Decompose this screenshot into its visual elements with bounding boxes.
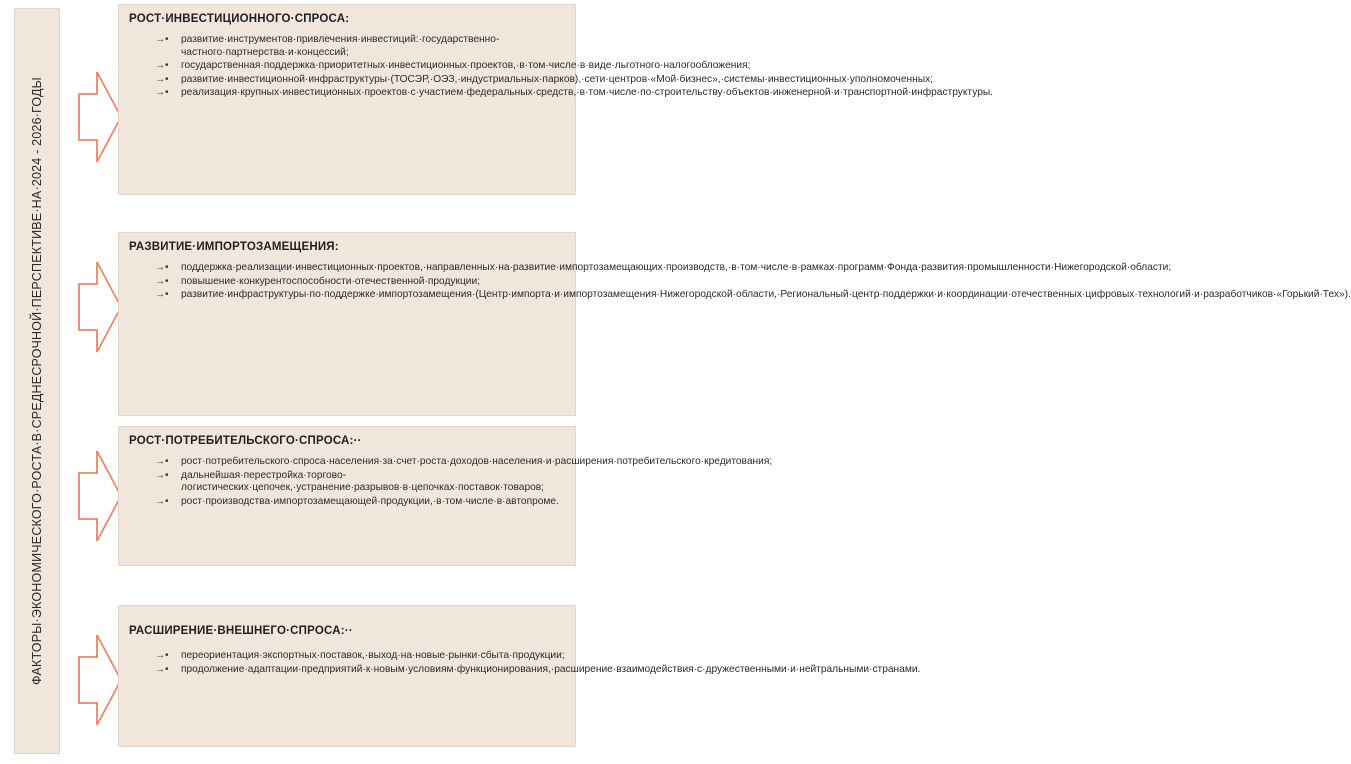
section-title: РОСТ·ИНВЕСТИЦИОННОГО·СПРОСА:: [129, 13, 350, 25]
section-consumer-demand: [118, 426, 773, 566]
list-item: →• развитие·инфраструктуры·по·поддержке·импортозамещения·(Центр·импорта·и·импортозамещения·Нижегородской·области,·Региональный·центр·поддержки·и·координации·отечественных·цифровых·технологий·и·разработчиков·«Горький·Тех»).: [155, 289, 1351, 301]
section-list: [129, 456, 773, 508]
list-item: →• государственная·поддержка·приоритетных·инвестиционных·проектов,·в·том·числе·в·виде·льготного·налогообложения;: [155, 60, 751, 72]
list-item: →• развитие·инвестиционной·инфраструктуры·(ТОСЭР,·ОЭЗ,·индустриальных·парков),·сети·центров·«Мой·бизнес»,·системы·инвестиционных·уполномоченных;: [155, 73, 934, 85]
section-title: РАСШИРЕНИЕ·ВНЕШНЕГО·СПРОСА:··: [129, 625, 353, 637]
arrow-bullet-icon: →•: [155, 650, 169, 661]
arrow-right-icon: [78, 450, 122, 542]
arrow-bullet-icon: →•: [155, 60, 169, 72]
arrow-bullet-icon: →•: [155, 469, 169, 481]
section-list: [129, 650, 921, 676]
arrow-bullet-icon: →•: [155, 87, 169, 99]
arrow-right-icon: [78, 261, 122, 353]
arrow-bullet-icon: →•: [155, 262, 169, 273]
section-title: РАЗВИТИЕ·ИМПОРТОЗАМЕЩЕНИЯ:: [129, 241, 339, 253]
arrow-bullet-icon: →•: [155, 34, 169, 45]
arrow-bullet-icon: →•: [155, 289, 169, 301]
arrow-bullet-icon: →•: [155, 456, 169, 467]
list-item: →• дальнейшая·перестройка·торгово-логистических·цепочек,·устранение·разрывов·в·цепочках·поставок·товаров;: [155, 469, 545, 494]
arrow-right-icon: [78, 71, 122, 163]
list-item: →• повышение·конкурентоспособности·отечественной·продукции;: [155, 275, 481, 287]
arrow-bullet-icon: →•: [155, 73, 169, 85]
list-item: →• рост·потребительского·спроса·населения·за·счет·роста·доходов·населения·и·расширения·потребительского·кредитования;: [155, 456, 773, 467]
arrow-bullet-icon: →•: [155, 663, 169, 675]
section-investment-demand: [118, 4, 994, 195]
arrow-right-icon: [78, 634, 122, 726]
section-import-substitution: [118, 232, 1351, 416]
list-item: →• рост·производства·импортозамещающей·продукции,·в·том·числе·в·автопроме.: [155, 495, 559, 507]
section-title: РОСТ·ПОТРЕБИТЕЛЬСКОГО·СПРОСА:··: [129, 435, 362, 447]
list-item: →• переориентация·экспортных·поставок,·выход·на·новые·рынки·сбыта·продукции;: [155, 650, 565, 661]
vertical-title-panel: [14, 8, 60, 754]
arrow-bullet-icon: →•: [155, 495, 169, 507]
section-list: [129, 34, 994, 100]
vertical-title: ФАКТОРЫ·ЭКОНОМИЧЕСКОГО·РОСТА·В·СРЕДНЕСРОЧНОЙ·ПЕРСПЕКТИВЕ·НА·2024 - 2026·ГОДЫ: [30, 77, 44, 685]
arrow-bullet-icon: →•: [155, 275, 169, 287]
section-list: [129, 262, 1351, 302]
list-item: →• развитие·инструментов·привлечения·инвестиций:·государственно-частного·партнерства·и·концессий;: [155, 34, 500, 58]
section-external-demand: [118, 605, 921, 747]
list-item: →• реализация·крупных·инвестиционных·проектов·с·участием·федеральных·средств,·в·том·числе·по·строительству·объектов·инженерной·и·транспортной·инфраструктуры.: [155, 87, 994, 99]
list-item: →• поддержка·реализации·инвестиционных·проектов,·направленных·на·развитие·импортозамещающих·производств,·в·том·числе·в·рамках·программ·Фонда·развития·промышленности·Нижегородской·области;: [155, 262, 1172, 273]
list-item: →• продолжение·адаптации·предприятий·к·новым·условиям·функционирования,·расширение·взаимодействия·с·дружественными·и·нейтральными·странами.: [155, 663, 921, 675]
